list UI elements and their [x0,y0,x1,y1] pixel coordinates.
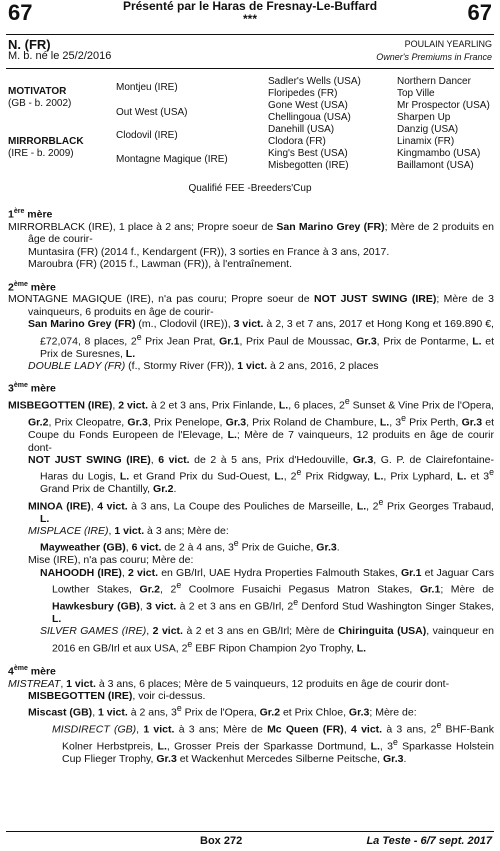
pedigree-gen4-7: Baillamont (USA) [397,160,474,171]
pedigree-gen3-7: Misbegotten (IRE) [268,160,349,171]
lot-number-right: 67 [467,0,492,25]
gen4-line-1: MISBEGOTTEN (IRE), voir ci-dessus. [28,689,206,702]
pedigree-gen3-5: Clodora (FR) [268,136,326,147]
footer-divider [6,831,494,832]
owners-premium: Owner's Premiums in France [376,52,492,62]
pedigree-gen3-6: King's Best (USA) [268,148,348,159]
dam-name: MIRRORBLACK [8,136,84,147]
gen1-line-0: MIRRORBLACK (IRE), 1 place à 2 ans; Propre soeur de San Marino Grey (FR); Mère de 2 produits en âge de courir- [8,220,494,246]
pedigree-divider [6,68,494,69]
pedigree-gen4-3: Sharpen Up [397,112,451,123]
gen1-heading: 1ère mère [8,208,53,221]
pedigree-gen4-2: Mr Prospector (USA) [397,100,490,111]
gen2-heading: 2ème mère [8,280,56,294]
gen3-line-7: SILVER GAMES (IRE), 2 vict. à 2 et 3 ans en GB/Irl; Mère de Chiringuita (USA), vainqueur en 2016 en GB/Irl et aux USA, 2e EBF Ripon Champion 2yo Trophy, L. [40,625,494,655]
gen4-line-0: MISTREAT, 1 vict. à 3 ans, 6 places; Mère de 5 vainqueurs, 12 produits en âge de courir dont- [8,677,450,690]
pedigree-gen2-0: Montjeu (IRE) [116,82,178,93]
pedigree-gen2-2: Clodovil (IRE) [116,130,178,141]
gen1-line-1: Muntasira (FR) (2014 f., Kendargent (FR)), 3 sorties en France à 3 ans, 2017. [28,245,390,258]
gen3-line-4: Mayweather (GB), 6 vict. de 2 à 4 ans, 3e Prix de Guiche, Gr.3. [40,538,340,554]
gen2-line-1: San Marino Grey (FR) (m., Clodovil (IRE)), 3 vict. à 2, 3 et 7 ans, 2017 et Hong Kong et 169.890 €, £72,074, 8 places, 2e Prix Jean Prat, Gr.1, Prix Paul de Moussac, Gr.3, Prix de Pontarme, L. et Prix de Suresnes, L. [28,318,494,360]
pedigree-gen4-4: Danzig (USA) [397,124,459,135]
gen4-line-3: MISDIRECT (GB), 1 vict. à 3 ans; Mère de Mc Queen (FR), 4 vict. à 3 ans, 2e BHF-Bank Kolner Herbstpreis, L., Grosser Preis der Sparkasse Dortmund, L., 3e Sparkasse Holstein Cup Flieger Trophy, Gr.3 et Wackenhut Mercedes Silberne Peitsche, Gr.3. [52,720,494,766]
pedigree-table [8,76,494,178]
box-number: Box 272 [200,835,243,847]
pedigree-gen2-3: Montagne Magique (IRE) [116,154,228,165]
pedigree-gen4-6: Kingmambo (USA) [397,148,481,159]
horse-name: N. (FR) [8,37,51,52]
consignor-title: Présenté par le Haras de Fresnay-Le-Buffard *** [122,0,378,26]
pedigree-gen2-1: Out West (USA) [116,107,188,118]
gen2-line-2: DOUBLE LADY (FR) (f., Stormy River (FR)), 1 vict. à 2 ans, 2016, 2 places [28,359,379,372]
top-divider [6,34,494,35]
gen1-line-2: Maroubra (FR) (2015 f., Lawman (FR)), à l'entraînement. [28,258,293,271]
catalogue-body [8,206,494,765]
lot-number-left: 67 [8,0,33,25]
pedigree-gen4-0: Northern Dancer [397,76,471,87]
pedigree-gen4-5: Linamix (FR) [397,136,455,147]
pedigree-gen3-2: Gone West (USA) [268,100,348,111]
dam-info: (IRE - b. 2009) [8,148,74,159]
sale-info: La Teste - 6/7 sept. 2017 [366,835,492,847]
gen4-heading: 4ème mère [8,664,56,678]
pedigree-gen4-1: Top Ville [397,88,435,99]
qualification: Qualifié FEE -Breeders'Cup [188,183,312,194]
pedigree-gen3-0: Sadler's Wells (USA) [268,76,361,87]
gen2-line-0: MONTAGNE MAGIQUE (IRE), n'a pas couru; Propre soeur de NOT JUST SWING (IRE); Mère de 3 vainqueurs, 6 produits en âge de courir- [8,293,494,318]
pedigree-gen3-4: Danehill (USA) [268,124,335,135]
sire-name: MOTIVATOR [8,86,67,97]
horse-birth: M. b. né le 25/2/2016 [8,50,112,62]
gen3-line-0: MISBEGOTTEN (IRE), 2 vict. à 2 et 3 ans, Prix Finlande, L., 6 places, 2e Sunset & Vine Prix de l'Opera, Gr.2, Prix Cleopatre, Gr.3, Prix Penelope, Gr.3, Prix Roland de Chambure, L., 3e Prix Perth, Gr.3 et Coupe du Fonds Europeen de l'Elevage, L.; Mère de 7 vainqueurs, 12 produits en âge de courir dont- [8,396,494,454]
gen3-line-2: MINOA (IRE), 4 vict. à 3 ans, La Coupe des Pouliches de Marseille, L., 2e Prix Georges Trabaud, L. [28,496,494,525]
gen4-line-2: Miscast (GB), 1 vict. à 2 ans, 3e Prix de l'Opera, Gr.2 et Prix Chloe, Gr.3; Mère de: [28,703,417,719]
pedigree-gen3-1: Floripedes (FR) [268,88,338,99]
pedigree-gen3-3: Chellingoua (USA) [268,112,351,123]
gen3-line-3: MISPLACE (IRE), 1 vict. à 3 ans; Mère de: [28,524,229,537]
sire-info: (GB - b. 2002) [8,98,72,109]
gen3-heading: 3ème mère [8,382,56,395]
gen3-line-5: Mise (IRE), n'a pas couru; Mère de: [28,554,194,567]
gen3-line-1: NOT JUST SWING (IRE), 6 vict. de 2 à 5 ans, Prix d'Hedouville, Gr.3, G. P. de Clairefontaine-Haras du Logis, L. et Grand Prix du Sud-Ouest, L., 2e Prix Ridgway, L., Prix Lyphard, L. et 3e Grand Prix de Chantilly, Gr.2. [28,453,494,496]
horse-category: POULAIN YEARLING [404,39,492,49]
gen3-line-6: NAHOODH (IRE), 2 vict. en GB/Irl, UAE Hydra Properties Falmouth Stakes, Gr.1 et Jaguar Cars Lowther Stakes, Gr.2, 2e Coolmore Fusaichi Pegasus Matron Stakes, Gr.1; Mère de Hawkesbury (GB), 3 vict. à 2 et 3 ans en GB/Irl, 2e Denford Stud Washington Singer Stakes, L. [40,566,494,625]
